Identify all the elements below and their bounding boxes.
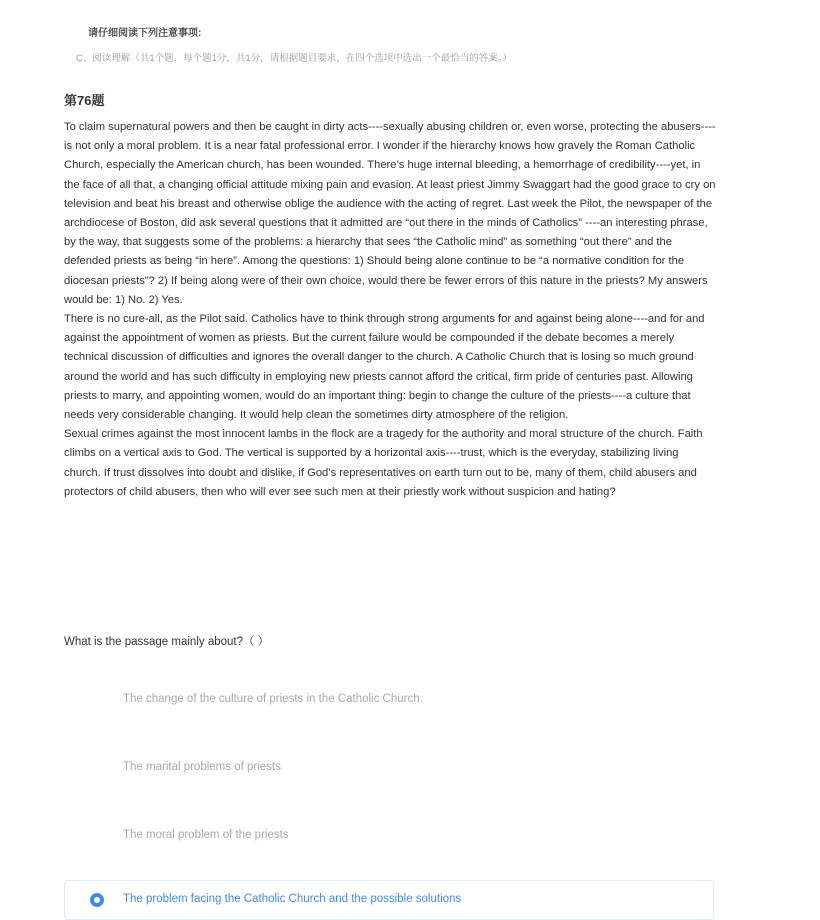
question-number: 第76题 [64,93,105,108]
answer-option-label: The marital problems of priests [123,761,281,773]
notice-text: C、阅读理解（共1个题，每个题1分，共1分，请根据题目要求，在四个选项中选出一个最恰当的答案。） [76,53,512,64]
radio-icon[interactable] [90,829,104,843]
radio-selected-icon[interactable] [90,893,104,907]
answer-option-label: The change of the culture of priests in the Catholic Church. [123,693,423,705]
answer-option-b[interactable] [64,748,714,788]
passage-paragraph: There is no cure-all, as the Pilot said. Catholics have to think through strong arguments for and against being alone----and for and against the appointment of women as priests. But the current failure would be compounded if the debate becomes a merely technical discussion of difficulties and ignores the overall danger to the church. A Catholic Church that is losing so much ground around the world and has such difficulty in employing new priests cannot afford the critical, firm pride of centuries past. Allowing priests to marry, and appointing women, would do an important thing: begin to change the culture of the priests----a culture that needs very considerable changing. It would help clean the sometimes dirty atmosphere of the religion. [64,313,705,422]
answer-option-d[interactable] [64,880,714,920]
radio-icon[interactable] [90,761,104,775]
answer-option-c[interactable] [64,816,714,856]
passage-paragraph: To claim supernatural powers and then be caught in dirty acts----sexually abusing children or, even worse, protecting the abusers----is not only a moral problem. It is a near fatal professional error. I wonder if the hierarchy knows how gravely the Roman Catholic Church, especially the American church, has been wounded. There’s huge internal bleeding, a hemorrhage of credibility----yet, in the face of all that, a changing official attitude mixing pain and evasion. At least priest Jimmy Swaggart had the good grace to cry on television and beat his breast and otherwise oblige the audience with the acting of regret. Last week the Pilot, the newspaper of the archdiocese of Boston, did ask several questions that it admitted are “out there in the minds of Catholics” ----an interesting phrase, by the way, that suggests some of the problems: a hierarchy that sees “the Catholic mind” as something “out there” and the defended priests as being “in here”. Among the questions: 1) Should being alone continue to be “a normative condition for the diocesan priests”? 2) If being along were of their own choice, would there be fewer errors of this nature in the priests? My answers would be: 1) No. 2) Yes. [64,121,716,306]
answer-option-label: The problem facing the Catholic Church and the possible solutions [123,893,462,905]
passage-paragraph: Sexual crimes against the most innocent lambs in the flock are a tragedy for the authority and moral structure of the church. Faith climbs on a vertical axis to God. The vertical is supported by a horizontal axis----trust, which is the everyday, stabilizing living church. If trust dissolves into doubt and dislike, if God’s representatives on earth turn out to be, many of them, child abusers and protectors of child abusers, then who will ever see such men at their priestly work without suspicion and hating? [64,428,703,498]
answer-option-label: The moral problem of the priests [123,829,289,841]
question-prompt: What is the passage mainly about?（ ） [64,636,270,648]
radio-icon[interactable] [90,693,104,707]
notice-title: 请仔细阅读下列注意事项: [88,28,202,39]
reading-passage [64,118,716,502]
answer-option-a[interactable] [64,680,714,720]
